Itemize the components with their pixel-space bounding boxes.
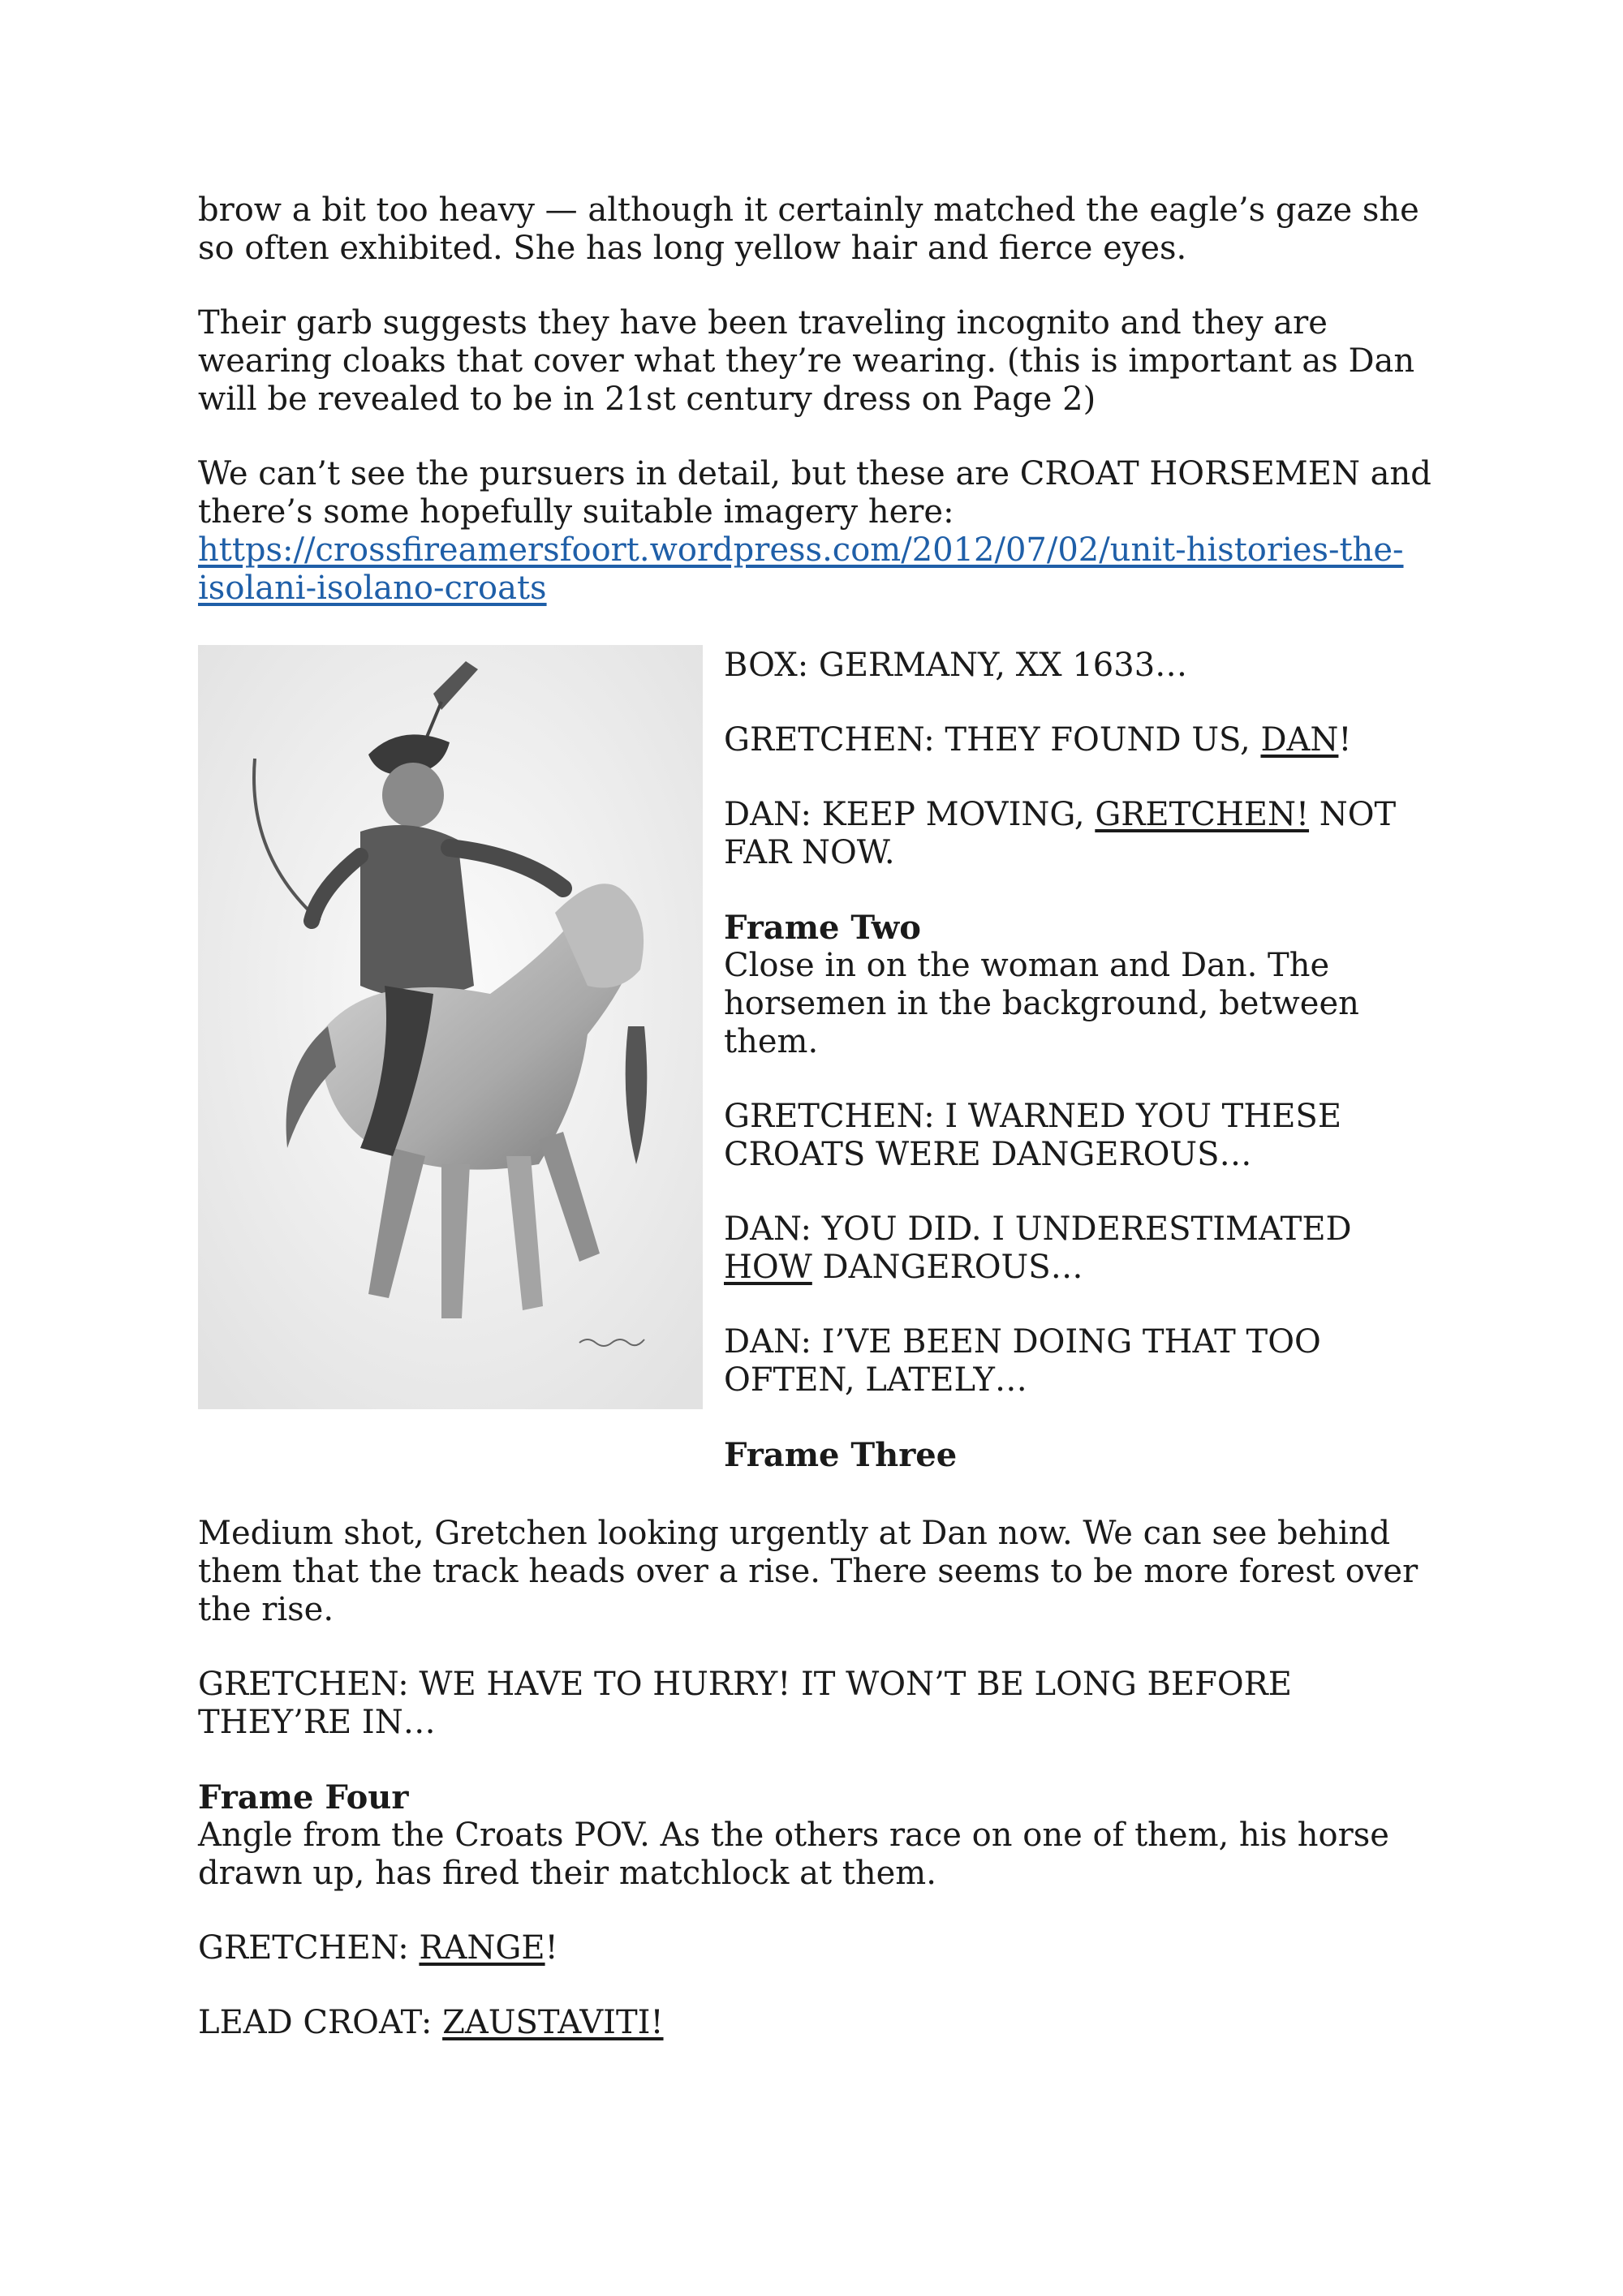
dialogue-dan-3: DAN: I’VE BEEN DOING THAT TOO OFTEN, LATELY… [724, 1323, 1321, 1399]
dialogue-text: ! [545, 1929, 558, 1967]
intro-paragraph-1: brow a bit too heavy — although it certainly matched the eagle’s gaze she so often exhibited. She has long yellow hair and fierce eyes. [198, 191, 1419, 267]
frame-three-title: Frame Three [724, 1436, 958, 1474]
image-and-script [198, 645, 1431, 1474]
emphasis: HOW [724, 1249, 812, 1286]
frame-two-title: Frame Two [724, 909, 921, 947]
dialogue-text: GRETCHEN: [198, 1929, 420, 1967]
script-continued [198, 1515, 1431, 2042]
dialogue-text: NOT FAR NOW. [724, 796, 1397, 871]
frame-three-description: Medium shot, Gretchen looking urgently at Dan now. We can see behind them that the track heads over a rise. There seems to be more forest over the rise. [198, 1515, 1419, 1628]
dialogue-text: LEAD CROAT: [198, 2004, 443, 2041]
frame-four-description: Angle from the Croats POV. As the others race on one of them, his horse drawn up, has fired their matchlock at them. [198, 1817, 1389, 1892]
dialogue-dan-1 [724, 796, 1431, 872]
dialogue-text: GRETCHEN: THEY FOUND US, [724, 721, 1261, 759]
dialogue-text: DAN: KEEP MOVING, [724, 796, 1096, 833]
dialogue-text: DAN: YOU DID. I UNDERESTIMATED [724, 1210, 1352, 1248]
emphasis: GRETCHEN! [1095, 796, 1310, 833]
croat-horseman-illustration [198, 645, 703, 1409]
caption-box: BOX: GERMANY, XX 1633… [724, 647, 1188, 684]
intro-paragraph-2: Their garb suggests they have been traveling incognito and they are wearing cloaks that cover what they’re wearing. (this is important as Dan will be revealed to be in 21st century dress on Page 2) [198, 304, 1415, 418]
reference-link[interactable]: https://crossfireamersfoort.wordpress.com/2012/07/02/unit-histories-the-isolani-isolano-croats [198, 531, 1404, 607]
frame-four-title: Frame Four [198, 1778, 409, 1817]
dialogue-gretchen-2: GRETCHEN: I WARNED YOU THESE CROATS WERE DANGEROUS… [724, 1098, 1342, 1173]
script-column [724, 647, 1431, 1474]
dialogue-lead-croat [198, 2004, 1431, 2042]
dialogue-text: DANGEROUS… [812, 1249, 1083, 1286]
emphasis: RANGE [419, 1929, 545, 1967]
dialogue-gretchen-4 [198, 1929, 1431, 1967]
dialogue-gretchen-1 [724, 721, 1431, 759]
intro-paragraph-3-text: We can’t see the pursuers in detail, but these are CROAT HORSEMEN and there’s some hopefully suitable imagery here: [198, 455, 1431, 531]
document-page [198, 191, 1431, 2042]
dialogue-dan-2 [724, 1210, 1431, 1287]
emphasis: DAN [1260, 721, 1339, 759]
dialogue-text: ! [1338, 721, 1352, 759]
intro-paragraph-3 [198, 455, 1431, 608]
frame-two-description: Close in on the woman and Dan. The horsemen in the background, between them. [724, 947, 1359, 1060]
emphasis: ZAUSTAVITI! [442, 2004, 664, 2041]
dialogue-gretchen-3: GRETCHEN: WE HAVE TO HURRY! IT WON’T BE LONG BEFORE THEY’RE IN… [198, 1666, 1292, 1741]
